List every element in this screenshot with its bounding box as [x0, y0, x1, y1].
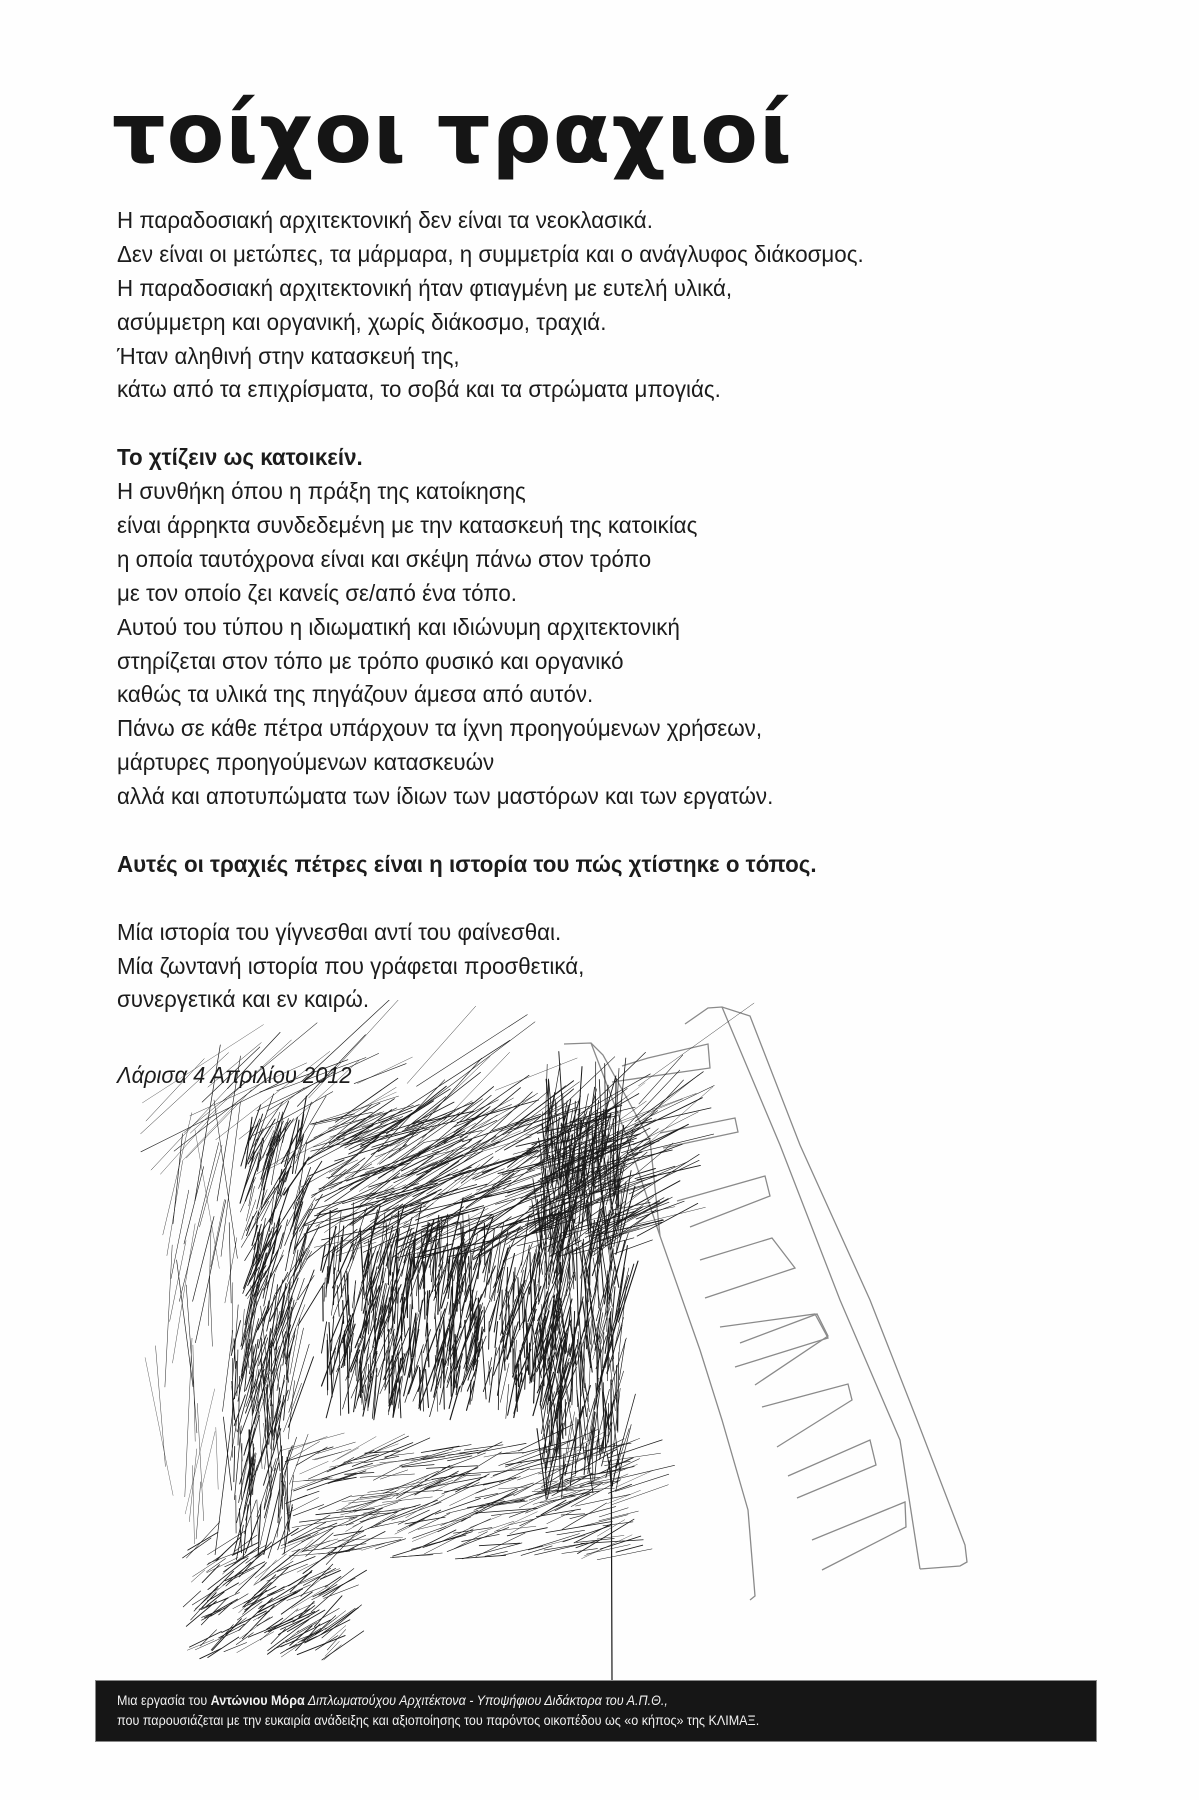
pen-stroke: [396, 1198, 478, 1217]
pen-stroke: [289, 1551, 350, 1556]
pen-stroke: [325, 1641, 339, 1656]
pen-stroke: [289, 1270, 314, 1337]
pen-stroke: [253, 1092, 333, 1136]
pen-stroke: [232, 1358, 233, 1457]
pen-stroke: [315, 1636, 338, 1651]
pen-stroke: [413, 1526, 447, 1538]
text-line: είναι άρρηκτα συνδεδεμένη με την κατασκευή της κατοικίας: [117, 512, 698, 539]
pen-stroke: [468, 1443, 526, 1454]
pen-stroke: [165, 1245, 172, 1387]
pen-stroke: [356, 1187, 432, 1207]
pen-stroke: [229, 1223, 231, 1303]
pen-stroke: [603, 1383, 604, 1431]
pen-stroke: [536, 1509, 580, 1517]
pen-stroke: [578, 1515, 628, 1528]
pen-stroke: [273, 1112, 283, 1145]
pen-stroke: [471, 1266, 495, 1321]
pen-stroke: [616, 1470, 653, 1487]
pen-stroke: [470, 1515, 501, 1527]
text-line: αλλά και αποτυπώματα των ίδιων των μαστόρων και των εργατών.: [117, 783, 774, 810]
pen-stroke: [200, 1630, 216, 1646]
pen-stroke: [422, 1209, 479, 1227]
pen-stroke: [615, 1079, 616, 1151]
pen-stroke: [255, 1190, 267, 1221]
pen-stroke: [412, 1528, 445, 1541]
pen-stroke: [312, 1158, 365, 1198]
pen-stroke: [526, 1181, 555, 1196]
pen-stroke: [520, 1503, 571, 1526]
text-line: συνεργετικά και εν καιρώ.: [117, 986, 370, 1013]
pen-stroke: [510, 1502, 564, 1534]
credits-footer: [95, 1680, 1097, 1742]
poem-body: [117, 204, 1017, 1017]
pen-stroke: [277, 1492, 283, 1537]
pen-stroke: [197, 1403, 203, 1520]
pen-stroke: [195, 1629, 240, 1649]
pen-stroke: [182, 1104, 235, 1161]
pen-stroke: [612, 1485, 669, 1505]
pen-stroke: [145, 1358, 173, 1496]
text-line: ασύμμετρη και οργανική, χωρίς διάκοσμο, τραχιά.: [117, 308, 607, 335]
pen-stroke: [293, 1606, 315, 1623]
pen-stroke: [537, 1052, 645, 1157]
pen-stroke: [599, 1511, 639, 1521]
pen-stroke: [489, 1322, 490, 1349]
pen-stroke: [257, 1500, 259, 1547]
pen-stroke: [297, 1278, 305, 1300]
courtyard-sketch: [141, 1000, 754, 1680]
pen-stroke: [392, 1475, 429, 1498]
pen-stroke: [258, 1140, 264, 1171]
pen-stroke: [373, 1465, 402, 1480]
pen-stroke: [502, 1491, 550, 1503]
pen-stroke: [322, 1322, 327, 1353]
pen-stroke: [489, 1348, 496, 1402]
pen-stroke: [202, 1432, 215, 1488]
pen-stroke: [490, 1301, 497, 1331]
footer-line-1: [117, 1691, 1027, 1711]
pen-stroke: [160, 1110, 217, 1174]
pen-stroke: [597, 1549, 652, 1560]
pen-stroke: [541, 1500, 566, 1515]
pen-stroke: [234, 1395, 245, 1426]
pen-stroke: [502, 1318, 505, 1370]
text-line: Δεν είναι οι μετώπες, τα μάρμαρα, η συμμετρία και ο ανάγλυφος διάκοσμος.: [117, 240, 864, 267]
pen-stroke: [264, 1490, 280, 1555]
text-line: η οποία ταυτόχρονα είναι και σκέψη πάνω στον τρόπο: [117, 545, 652, 572]
pen-stroke: [187, 1640, 214, 1651]
pen-stroke: [578, 1519, 635, 1553]
footer-prefix: Μια εργασία του: [117, 1693, 211, 1708]
pen-stroke: [260, 1412, 277, 1463]
author-role: Διπλωματούχου Αρχιτέκτονα - Υποψήφιου Διδάκτορα του Α.Π.Θ.,: [304, 1693, 668, 1708]
pen-stroke: [275, 1248, 307, 1294]
pen-stroke: [267, 1112, 384, 1170]
pen-stroke: [353, 1454, 377, 1460]
text-line: Πάνω σε κάθε πέτρα υπάρχουν τα ίχνη προηγούμενων χρήσεων,: [117, 715, 763, 742]
pen-stroke: [483, 1478, 516, 1486]
text-line: Η παραδοσιακή αρχιτεκτονική ήταν φτιαγμένη με ευτελή υλικά,: [117, 274, 733, 301]
pen-stroke: [464, 1445, 503, 1450]
pen-stroke: [237, 1350, 238, 1396]
pen-stroke: [291, 1481, 315, 1491]
pen-stroke: [335, 1535, 366, 1548]
pen-stroke: [607, 1490, 640, 1503]
pen-stroke: [224, 1643, 247, 1652]
pen-stroke: [258, 1398, 262, 1469]
pen-stroke: [307, 1628, 327, 1640]
pen-stroke: [617, 1366, 618, 1431]
pen-stroke: [628, 1134, 714, 1155]
page-title: τοίχοι τραχιοί: [112, 84, 793, 182]
pen-stroke: [273, 1385, 274, 1419]
pen-stroke: [576, 1247, 578, 1325]
pen-stroke: [499, 1487, 528, 1489]
pen-stroke: [384, 1317, 385, 1360]
pen-stroke: [375, 1285, 376, 1331]
pen-stroke: [447, 1527, 509, 1551]
pen-stroke: [339, 1350, 340, 1415]
pen-stroke: [332, 1338, 343, 1374]
pen-stroke: [360, 1493, 398, 1498]
pen-stroke: [476, 1477, 521, 1494]
pen-stroke: [378, 1146, 430, 1178]
pen-stroke: [269, 1612, 315, 1632]
pen-stroke: [268, 1274, 275, 1313]
pen-stroke: [455, 1555, 505, 1559]
pen-stroke: [389, 1256, 390, 1285]
pen-stroke: [457, 1098, 514, 1130]
pen-stroke: [324, 1278, 325, 1302]
pen-stroke: [211, 1199, 225, 1266]
pen-stroke: [320, 1611, 345, 1631]
pen-stroke: [493, 1157, 532, 1186]
pen-stroke: [186, 1090, 251, 1158]
pen-stroke: [205, 1599, 238, 1618]
pen-stroke: [409, 1510, 441, 1526]
pen-stroke: [402, 1465, 434, 1468]
pen-stroke: [298, 1276, 314, 1300]
pen-stroke: [239, 1566, 265, 1586]
pen-stroke: [508, 1519, 532, 1525]
text-line: Η παραδοσιακή αρχιτεκτονική δεν είναι τα νεοκλασικά.: [117, 207, 653, 233]
pen-stroke: [201, 1571, 233, 1603]
pen-stroke: [484, 1450, 522, 1457]
pen-stroke: [183, 1538, 212, 1558]
pen-stroke: [423, 1022, 535, 1106]
pen-stroke: [284, 1352, 290, 1420]
pen-stroke: [246, 1515, 260, 1553]
pen-stroke: [569, 1269, 573, 1346]
pen-stroke: [282, 1433, 344, 1450]
pen-stroke: [602, 1332, 604, 1367]
pen-stroke: [287, 1498, 319, 1514]
pen-stroke: [561, 1514, 585, 1515]
pen-stroke: [297, 1491, 319, 1499]
pen-stroke: [314, 1239, 353, 1247]
pen-stroke: [418, 1095, 491, 1156]
pen-stroke: [334, 1531, 364, 1536]
pen-stroke: [347, 1347, 349, 1413]
pen-stroke: [385, 1438, 430, 1458]
pen-stroke: [418, 1517, 471, 1529]
pen-stroke: [163, 1113, 192, 1235]
pen-stroke: [597, 1535, 624, 1539]
pen-stroke: [189, 1632, 221, 1648]
pen-stroke: [619, 1340, 625, 1380]
pen-stroke: [221, 1102, 240, 1256]
pen-stroke: [616, 1545, 643, 1552]
pen-stroke: [298, 1283, 324, 1326]
pen-stroke: [493, 1459, 542, 1475]
pen-stroke: [348, 1532, 385, 1551]
pen-stroke: [201, 1598, 227, 1625]
text-line: Μία ζωντανή ιστορία που γράφεται προσθετικά,: [117, 952, 585, 979]
text-line: με τον οποίο ζει κανείς σε/από ένα τόπο.: [117, 579, 517, 606]
pen-stroke: [202, 1565, 219, 1583]
pen-stroke: [331, 1360, 332, 1396]
pen-stroke: [211, 1625, 233, 1650]
pen-stroke: [327, 1630, 345, 1650]
pen-stroke: [151, 1084, 231, 1170]
pen-stroke: [439, 1519, 491, 1543]
pen-stroke: [462, 1489, 518, 1521]
text-line: Ήταν αληθινή στην κατασκευή της,: [117, 342, 460, 369]
pen-stroke: [185, 1338, 192, 1497]
pen-stroke: [349, 1346, 350, 1378]
pen-stroke: [549, 1425, 550, 1465]
pen-stroke: [322, 1631, 364, 1660]
pen-stroke: [554, 1057, 614, 1114]
author-name: Αντώνιου Μόρα: [210, 1693, 305, 1708]
pen-stroke: [385, 1350, 387, 1387]
pen-stroke: [451, 1131, 521, 1159]
sketch-illustration: [80, 1000, 980, 1690]
pen-stroke: [260, 1493, 272, 1546]
pen-stroke: [406, 1495, 445, 1518]
pen-stroke: [338, 1537, 403, 1540]
pen-stroke: [570, 1507, 616, 1519]
pen-stroke: [545, 1064, 547, 1130]
pen-stroke: [438, 1270, 439, 1314]
pen-stroke: [330, 1462, 353, 1469]
paragraph-heading: Το χτίζειν ως κατοικείν.: [117, 444, 363, 471]
pen-stroke: [236, 1633, 253, 1645]
pen-stroke: [324, 1185, 392, 1233]
pen-stroke: [281, 1220, 288, 1249]
spacer: [117, 814, 1017, 848]
pen-stroke: [333, 1437, 377, 1462]
pen-stroke: [208, 1226, 211, 1326]
pen-stroke: [368, 1485, 427, 1493]
pen-stroke: [464, 1075, 529, 1121]
pen-stroke: [186, 1522, 219, 1558]
pen-stroke: [325, 1577, 341, 1587]
pen-stroke: [193, 1560, 219, 1577]
pen-stroke: [381, 1040, 510, 1124]
pen-stroke: [452, 1276, 453, 1315]
pen-stroke: [297, 1553, 336, 1573]
text-line: κάτω από τα επιχρίσματα, το σοβά και τα στρώματα μπογιάς.: [117, 376, 721, 403]
pen-stroke: [234, 1446, 235, 1481]
text-line: Η συνθήκη όπου η πράξη της κατοίκησης: [117, 478, 526, 505]
pen-stroke: [639, 1055, 683, 1104]
pen-stroke: [257, 1459, 276, 1517]
pen-stroke: [631, 1154, 699, 1198]
pen-stroke: [337, 1448, 358, 1459]
pen-stroke: [362, 1226, 399, 1239]
pen-stroke: [555, 1492, 592, 1511]
pen-stroke: [439, 1222, 440, 1269]
pen-stroke: [558, 1464, 566, 1491]
text-line: καθώς τα υλικά της πηγάζουν άμεσα από αυτόν.: [117, 681, 594, 708]
pen-stroke: [288, 1357, 313, 1428]
pen-stroke: [348, 1287, 363, 1329]
pen-stroke: [228, 1568, 254, 1582]
pen-stroke: [382, 1497, 432, 1502]
pen-stroke: [245, 1157, 260, 1201]
pen-stroke: [595, 1432, 599, 1479]
pen-stroke: [430, 1377, 441, 1416]
pen-stroke: [238, 1461, 246, 1503]
pen-stroke: [557, 1530, 585, 1535]
pen-stroke: [484, 1307, 485, 1332]
pen-stroke: [424, 1529, 473, 1554]
pen-stroke: [231, 1321, 240, 1356]
pen-stroke: [438, 1185, 477, 1196]
pen-stroke: [335, 1145, 388, 1161]
pen-stroke: [189, 1449, 197, 1522]
pen-stroke: [258, 1593, 298, 1613]
pen-stroke: [417, 1015, 528, 1087]
pen-stroke: [219, 1624, 245, 1638]
text-line: στηρίζεται στον τόπο με τρόπο φυσικό και οργανικό: [117, 647, 624, 674]
pen-stroke: [210, 1276, 213, 1346]
pen-stroke: [407, 1006, 476, 1083]
text-line: Αυτού του τύπου η ιδιωματική και ιδιώνυμη αρχιτεκτονική: [117, 613, 680, 640]
pen-stroke: [239, 1617, 269, 1639]
pen-stroke: [615, 1474, 668, 1491]
pen-stroke: [441, 1510, 478, 1525]
pen-stroke: [288, 1381, 294, 1439]
pen-stroke: [171, 1190, 189, 1279]
pen-stroke: [354, 1064, 406, 1084]
spacer: [117, 882, 1017, 916]
pen-stroke: [212, 1619, 241, 1651]
pen-stroke: [393, 1547, 422, 1556]
pen-stroke: [311, 1585, 342, 1612]
pen-stroke: [571, 1480, 621, 1507]
pen-stroke: [193, 1345, 195, 1441]
pen-stroke: [311, 1193, 376, 1210]
pen-stroke: [341, 1270, 342, 1297]
paragraph-2: [117, 441, 1017, 814]
pen-stroke: [448, 1456, 472, 1461]
pen-stroke: [321, 1608, 358, 1635]
pen-stroke: [237, 1632, 274, 1653]
pen-stroke: [222, 1611, 266, 1633]
pen-stroke: [200, 1145, 223, 1227]
pen-stroke: [246, 1550, 263, 1563]
date-signature: Λάρισα 4 Απριλίου 2012: [117, 1062, 352, 1088]
pen-stroke: [454, 1532, 487, 1549]
pen-stroke: [619, 1465, 675, 1478]
pen-stroke: [354, 1490, 399, 1513]
pen-stroke: [291, 1515, 330, 1536]
pen-stroke: [358, 1057, 413, 1083]
pen-stroke: [374, 1360, 384, 1420]
pen-stroke: [610, 1358, 616, 1411]
pen-stroke: [616, 1455, 624, 1491]
pen-stroke: [404, 1359, 413, 1396]
pen-stroke: [277, 1557, 315, 1572]
key-statement: Αυτές οι τραχιές πέτρες είναι η ιστορία του πώς χτίστηκε ο τόπος.: [117, 850, 817, 877]
pen-stroke: [170, 1241, 186, 1322]
spacer: [117, 407, 1017, 441]
pen-stroke: [311, 1114, 355, 1124]
pen-stroke: [257, 1094, 274, 1140]
text-line: μάρτυρες προηγούμενων κατασκευών: [117, 749, 495, 776]
pen-stroke: [424, 1477, 486, 1489]
pen-stroke: [335, 1092, 396, 1120]
pen-stroke: [200, 1649, 221, 1659]
pen-stroke: [193, 1466, 195, 1544]
pen-stroke: [514, 1349, 515, 1380]
pen-stroke: [232, 1283, 233, 1353]
pen-stroke: [319, 1496, 352, 1510]
pen-stroke: [351, 1350, 360, 1372]
pen-stroke: [317, 1176, 399, 1214]
pen-stroke: [377, 1189, 458, 1225]
pen-stroke: [324, 1645, 341, 1660]
pen-stroke: [465, 1244, 466, 1294]
pen-stroke: [635, 1108, 711, 1125]
pen-stroke: [528, 1534, 579, 1550]
pen-stroke: [495, 1058, 577, 1090]
pen-stroke: [196, 1482, 201, 1539]
pen-stroke: [188, 1532, 218, 1550]
pen-stroke: [199, 1598, 228, 1609]
pen-stroke: [467, 1339, 473, 1364]
pen-stroke: [498, 1347, 499, 1410]
pen-stroke: [216, 1427, 218, 1489]
pen-stroke: [183, 1591, 200, 1607]
pen-stroke: [246, 1186, 254, 1221]
pen-stroke: [186, 1285, 197, 1433]
pen-stroke: [271, 1629, 286, 1644]
pen-stroke: [414, 1167, 472, 1188]
pen-stroke: [295, 1569, 340, 1586]
pen-stroke: [268, 1517, 281, 1558]
pen-stroke: [299, 1096, 307, 1141]
pen-stroke: [223, 1330, 233, 1411]
pen-stroke: [473, 1096, 535, 1129]
pen-stroke: [325, 1608, 355, 1629]
pen-stroke: [323, 1570, 367, 1597]
pen-stroke: [156, 1346, 166, 1467]
text-line: Μία ιστορία του γίγνεσθαι αντί του φαίνεσθαι.: [117, 918, 562, 945]
paragraph-1: [117, 204, 1017, 407]
pen-stroke: [427, 1194, 472, 1218]
footer-line-2: που παρουσιάζεται με την ευκαιρία ανάδειξης και αξιοποίησης του παρόντος οικοπέδου ως «ο κήπος» της ΚΛΙΜΑΞ.: [117, 1713, 760, 1728]
